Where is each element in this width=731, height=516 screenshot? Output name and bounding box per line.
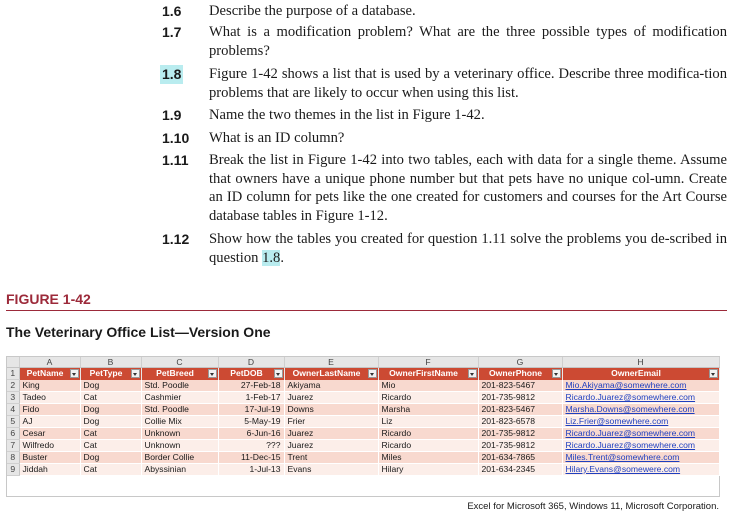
question-reference-link[interactable]: 1.8 xyxy=(262,249,281,266)
cell-owner-first-name[interactable]: Mio xyxy=(378,380,478,392)
cell-owner-last-name[interactable]: Evans xyxy=(284,464,378,476)
header-cell-ownerlastname[interactable] xyxy=(284,368,378,380)
cell-pet-dob[interactable]: ??? xyxy=(218,440,284,452)
header-cell-petbreed[interactable] xyxy=(141,368,218,380)
cell-pet-dob[interactable]: 1-Feb-17 xyxy=(218,392,284,404)
filter-dropdown-icon[interactable] xyxy=(208,369,217,378)
cell-pet-dob[interactable]: 11-Dec-15 xyxy=(218,452,284,464)
cell-owner-email[interactable]: Hilary.Evans@somewere.com xyxy=(562,464,719,476)
question-text: Describe the purpose of a database. xyxy=(209,3,416,19)
header-cell-ownerfirstname[interactable] xyxy=(378,368,478,380)
cell-pet-dob[interactable]: 1-Jul-13 xyxy=(218,464,284,476)
question-text-before: Show how the tables you created for question 1.11 solve the problems you de-scribed in question xyxy=(209,231,727,266)
column-letter-row xyxy=(7,357,719,368)
question-number: 1.10 xyxy=(162,130,190,146)
filter-dropdown-icon[interactable] xyxy=(709,369,718,378)
column-letter[interactable]: A xyxy=(19,357,80,368)
cell-pet-breed[interactable]: Unknown xyxy=(141,440,218,452)
figure-label: FIGURE 1-42 xyxy=(6,291,91,307)
table-row xyxy=(7,428,719,440)
column-letter[interactable]: C xyxy=(141,357,218,368)
cell-pet-type[interactable]: Cat xyxy=(80,392,141,404)
header-cell-petdob[interactable] xyxy=(218,368,284,380)
cell-owner-phone[interactable]: 201-823-5467 xyxy=(478,380,562,392)
cell-owner-last-name[interactable]: Juarez xyxy=(284,440,378,452)
cell-owner-first-name[interactable]: Liz xyxy=(378,416,478,428)
column-letter[interactable]: B xyxy=(80,357,141,368)
column-letter[interactable]: F xyxy=(378,357,478,368)
filter-dropdown-icon[interactable] xyxy=(131,369,140,378)
header-label: OwnerEmail xyxy=(611,368,661,379)
question-text: Figure 1-42 shows a list that is used by a veterinary office. Describe three modifica-tion problems that are likely to occur when using this list. xyxy=(209,66,727,101)
cell-pet-name[interactable]: Buster xyxy=(19,452,80,464)
cell-pet-type[interactable]: Dog xyxy=(80,404,141,416)
column-letter[interactable]: E xyxy=(284,357,378,368)
cell-owner-first-name[interactable]: Ricardo xyxy=(378,392,478,404)
cell-owner-email[interactable]: Ricardo.Juarez@somewhere.com xyxy=(562,428,719,440)
figure-divider xyxy=(6,310,727,311)
question-text xyxy=(209,230,727,267)
question-text-after: . xyxy=(280,249,285,266)
table-row xyxy=(7,464,719,476)
cell-pet-dob[interactable]: 17-Jul-19 xyxy=(218,404,284,416)
cell-owner-last-name[interactable]: Trent xyxy=(284,452,378,464)
cell-pet-name[interactable]: Wilfredo xyxy=(19,440,80,452)
cell-pet-name[interactable]: AJ xyxy=(19,416,80,428)
row-number[interactable]: 4 xyxy=(7,404,19,416)
cell-owner-first-name[interactable]: Ricardo xyxy=(378,428,478,440)
row-number[interactable]: 3 xyxy=(7,392,19,404)
cell-owner-email[interactable]: Miles.Trent@somewhere.com xyxy=(562,452,719,464)
cell-owner-phone[interactable]: 201-823-5467 xyxy=(478,404,562,416)
cell-owner-last-name[interactable]: Akiyama xyxy=(284,380,378,392)
cell-pet-breed[interactable]: Std. Poodle xyxy=(141,380,218,392)
cell-pet-dob[interactable]: 5-May-19 xyxy=(218,416,284,428)
cell-owner-first-name[interactable]: Miles xyxy=(378,452,478,464)
cell-pet-type[interactable]: Dog xyxy=(80,380,141,392)
header-cell-owneremail[interactable] xyxy=(562,368,719,380)
header-cell-ownerphone[interactable] xyxy=(478,368,562,380)
header-label: PetType xyxy=(89,368,123,379)
cell-pet-name[interactable]: King xyxy=(19,380,80,392)
question-number: 1.6 xyxy=(162,3,182,19)
cell-pet-dob[interactable]: 6-Jun-16 xyxy=(218,428,284,440)
question-text: Name the two themes in the list in Figure 1-42. xyxy=(209,107,485,123)
cell-owner-phone[interactable]: 201-634-7865 xyxy=(478,452,562,464)
cell-owner-email[interactable]: Mio.Akiyama@somewhere.com xyxy=(562,380,719,392)
cell-owner-email[interactable]: Marsha.Downs@somewhere.com xyxy=(562,404,719,416)
header-cell-petname[interactable] xyxy=(19,368,80,380)
image-credit: Excel for Microsoft 365, Windows 11, Microsoft Corporation. xyxy=(467,501,719,512)
cell-pet-breed[interactable]: Std. Poodle xyxy=(141,404,218,416)
row-number[interactable]: 7 xyxy=(7,440,19,452)
row-number[interactable]: 8 xyxy=(7,452,19,464)
cell-owner-first-name[interactable]: Marsha xyxy=(378,404,478,416)
column-letter[interactable]: H xyxy=(562,357,719,368)
filter-dropdown-icon[interactable] xyxy=(274,369,283,378)
question-text: What is an ID column? xyxy=(209,130,345,146)
cell-owner-email[interactable]: Ricardo.Juarez@somewhere.com xyxy=(562,440,719,452)
header-row xyxy=(7,368,719,380)
question-number: 1.7 xyxy=(162,24,182,40)
cell-pet-breed[interactable]: Unknown xyxy=(141,428,218,440)
question-number: 1.11 xyxy=(162,152,189,168)
cell-owner-phone[interactable]: 201-735-9812 xyxy=(478,392,562,404)
cell-pet-breed[interactable]: Cashmier xyxy=(141,392,218,404)
cell-pet-breed[interactable]: Border Collie xyxy=(141,452,218,464)
cell-pet-type[interactable]: Cat xyxy=(80,464,141,476)
filter-dropdown-icon[interactable] xyxy=(468,369,477,378)
row-number[interactable]: 6 xyxy=(7,428,19,440)
cell-pet-name[interactable]: Cesar xyxy=(19,428,80,440)
table-row xyxy=(7,380,719,392)
header-label: OwnerLastName xyxy=(292,368,361,379)
question-number: 1.12 xyxy=(162,231,190,247)
table-row xyxy=(7,416,719,428)
question-number: 1.9 xyxy=(162,107,182,123)
select-all-corner[interactable] xyxy=(7,357,19,368)
table-row xyxy=(7,392,719,404)
header-label: PetBreed xyxy=(156,368,194,379)
header-label: OwnerFirstName xyxy=(389,368,458,379)
spreadsheet xyxy=(6,356,720,497)
filter-dropdown-icon[interactable] xyxy=(368,369,377,378)
cell-owner-phone[interactable]: 201-735-9812 xyxy=(478,428,562,440)
cell-owner-phone[interactable]: 201-735-9812 xyxy=(478,440,562,452)
cell-pet-dob[interactable]: 27-Feb-18 xyxy=(218,380,284,392)
header-cell-pettype[interactable] xyxy=(80,368,141,380)
cell-pet-breed[interactable]: Collie Mix xyxy=(141,416,218,428)
cell-pet-type[interactable]: Dog xyxy=(80,452,141,464)
table-row xyxy=(7,440,719,452)
filter-dropdown-icon[interactable] xyxy=(552,369,561,378)
question-number: 1.8 xyxy=(162,66,182,82)
cell-owner-last-name[interactable]: Downs xyxy=(284,404,378,416)
filter-dropdown-icon[interactable] xyxy=(70,369,79,378)
header-label: PetDOB xyxy=(230,368,263,379)
table-row xyxy=(7,404,719,416)
cell-owner-phone[interactable]: 201-823-6578 xyxy=(478,416,562,428)
cell-pet-name[interactable]: Fido xyxy=(19,404,80,416)
cell-pet-type[interactable]: Dog xyxy=(80,416,141,428)
header-label: OwnerPhone xyxy=(488,368,542,379)
header-label: PetName xyxy=(26,368,64,379)
question-text: What is a modification problem? What are the three possible types of modification problems? xyxy=(209,24,727,59)
cell-owner-first-name[interactable]: Hilary xyxy=(378,464,478,476)
cell-owner-last-name[interactable]: Juarez xyxy=(284,428,378,440)
cell-pet-type[interactable]: Cat xyxy=(80,440,141,452)
cell-owner-last-name[interactable]: Frier xyxy=(284,416,378,428)
cell-pet-breed[interactable]: Abyssinian xyxy=(141,464,218,476)
cell-owner-phone[interactable]: 201-634-2345 xyxy=(478,464,562,476)
column-letter[interactable]: D xyxy=(218,357,284,368)
column-letter[interactable]: G xyxy=(478,357,562,368)
row-number[interactable]: 1 xyxy=(7,368,19,380)
cell-owner-email[interactable]: Ricardo.Juarez@somewhere.com xyxy=(562,392,719,404)
cell-pet-type[interactable]: Cat xyxy=(80,428,141,440)
figure-title: The Veterinary Office List—Version One xyxy=(6,324,271,340)
cell-owner-email[interactable]: Liz.Frier@somewhere.com xyxy=(562,416,719,428)
table-row xyxy=(7,452,719,464)
cell-pet-name[interactable]: Jiddah xyxy=(19,464,80,476)
row-number[interactable]: 9 xyxy=(7,464,19,476)
cell-pet-name[interactable]: Tadeo xyxy=(19,392,80,404)
row-number[interactable]: 2 xyxy=(7,380,19,392)
question-text: Break the list in Figure 1-42 into two tables, each with data for a single theme. Assume that owners have a unique phone number but that pets have no unique col-umn. Create an ID column for pets like the one created for customers and courses for the Art Course database tables in Figure 1-12. xyxy=(209,152,727,224)
cell-owner-last-name[interactable]: Juarez xyxy=(284,392,378,404)
cell-owner-first-name[interactable]: Ricardo xyxy=(378,440,478,452)
row-number[interactable]: 5 xyxy=(7,416,19,428)
